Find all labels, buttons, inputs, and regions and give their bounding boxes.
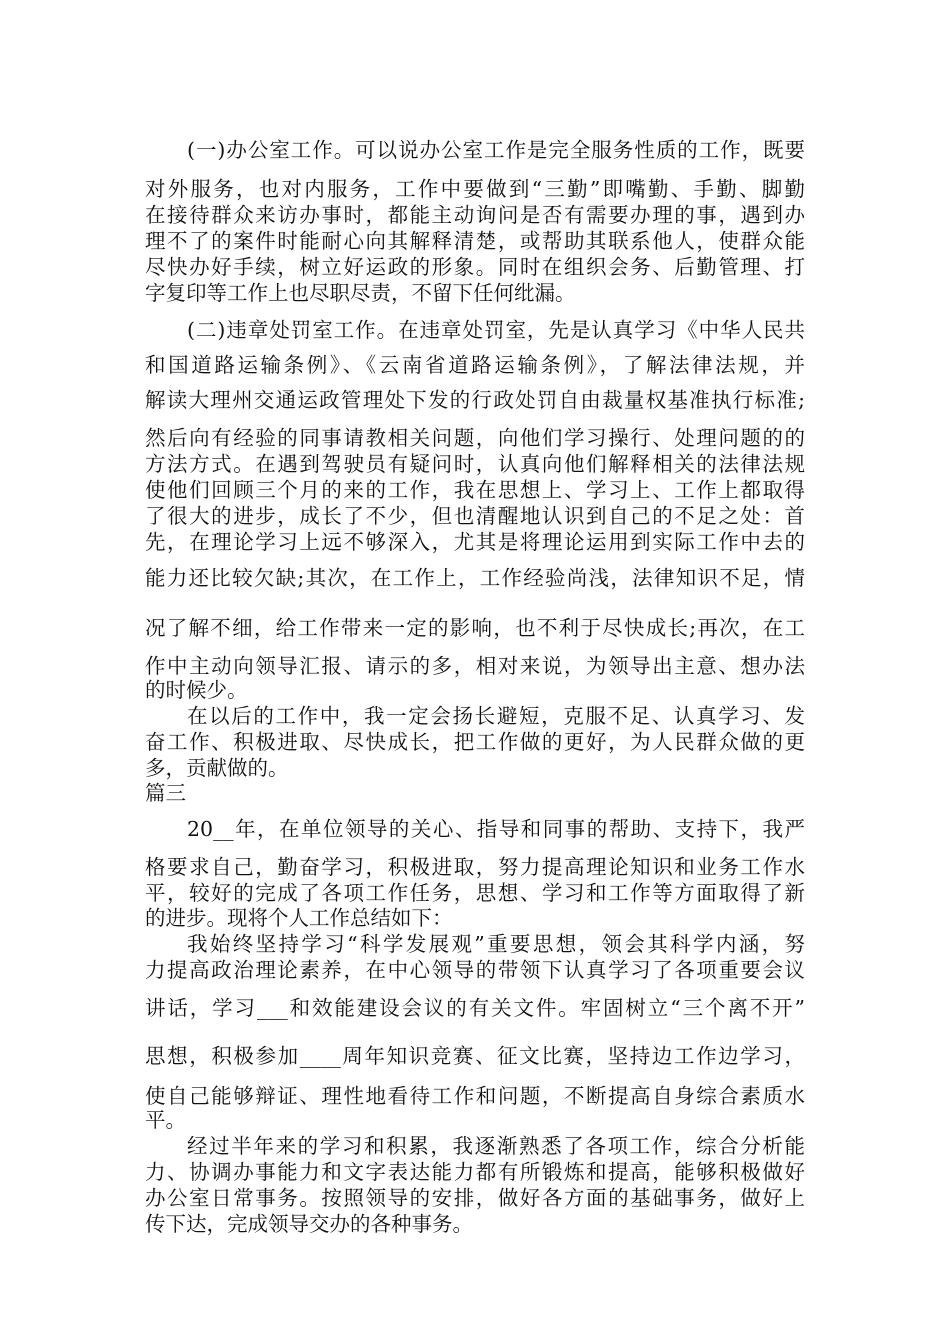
text-line: 格要求自己，勤奋学习，积极进取，努力提高理论知识和业务工作水 bbox=[145, 855, 805, 879]
text-line: (二)违章处罚室工作。在违章处罚室，先是认真学习《中华人民共 bbox=[187, 318, 805, 342]
text-line: 况了解不细，给工作带来一定的影响，也不利于尽快成长;再次，在工 bbox=[145, 616, 805, 640]
text-line: 方法方式。在遇到驾驶员有疑问时，认真向他们解释相关的法律法规 bbox=[145, 452, 805, 476]
text-line: 解读大理州交通运政管理处下发的行政处罚自由裁量权基准执行标准; bbox=[145, 388, 805, 412]
text-line: 思想，积极参加____周年知识竞赛、征文比赛，坚持边工作边学习， bbox=[145, 1044, 805, 1068]
text-line: 办公室日常事务。按照领导的安排，做好各方面的基础事务，做好上 bbox=[145, 1186, 805, 1210]
text-line: 力提高政治理论素养，在中心领导的带领下认真学习了各项重要会议 bbox=[145, 958, 805, 982]
text-line: 传下达，完成领导交办的各种事务。 bbox=[145, 1212, 473, 1236]
text-line: 20__年，在单位领导的关心、指导和同事的帮助、支持下，我严 bbox=[187, 817, 805, 841]
text-line: 尽快办好手续，树立好运政的形象。同时在组织会务、后勤管理、打 bbox=[145, 255, 805, 279]
text-line: 在以后的工作中，我一定会扬长避短，克服不足、认真学习、发 bbox=[187, 704, 805, 728]
text-line: 使自己能够辩证、理性地看待工作和问题，不断提高自身综合素质水 bbox=[145, 1084, 805, 1108]
text-line: 字复印等工作上也尽职尽责，不留下任何纰漏。 bbox=[145, 281, 576, 305]
text-line: 然后向有经验的同事请教相关问题，向他们学习操行、处理问题的的 bbox=[145, 426, 805, 450]
text-line: 多，贡献做的。 bbox=[145, 756, 289, 780]
text-line: 了很大的进步，成长了不少，但也清醒地认识到自己的不足之处：首 bbox=[145, 504, 805, 528]
text-line: 平，较好的完成了各项工作任务，思想、学习和工作等方面取得了新 bbox=[145, 881, 805, 905]
section-heading: 篇三 bbox=[145, 781, 186, 805]
text-line: 先，在理论学习上远不够深入，尤其是将理论运用到实际工作中去的 bbox=[145, 530, 805, 554]
text-line: 作中主动向领导汇报、请示的多，相对来说，为领导出主意、想办法 bbox=[145, 654, 805, 678]
text-line: 能力还比较欠缺;其次，在工作上，工作经验尚浅，法律知识不足，情 bbox=[145, 566, 805, 590]
text-line: 对外服务，也对内服务，工作中要做到“三勤”即嘴勤、手勤、脚勤 bbox=[145, 177, 805, 201]
text-line: 我始终坚持学习“科学发展观”重要思想，领会其科学内涵，努 bbox=[187, 932, 805, 956]
text-line: 的时候少。 bbox=[145, 678, 248, 702]
text-line: 讲话，学习___和效能建设会议的有关文件。牢固树立“三个离不开” bbox=[145, 996, 805, 1020]
text-line: 理不了的案件时能耐心向其解释清楚，或帮助其联系他人，使群众能 bbox=[145, 229, 805, 253]
text-line: 的进步。现将个人工作总结如下： bbox=[145, 906, 453, 930]
text-line: 在接待群众来访办事时，都能主动询问是否有需要办理的事，遇到办 bbox=[145, 203, 805, 227]
text-line: 奋工作、积极进取、尽快成长，把工作做的更好，为人民群众做的更 bbox=[145, 730, 805, 754]
text-line: 平。 bbox=[145, 1108, 186, 1132]
text-line: 经过半年来的学习和积累，我逐渐熟悉了各项工作，综合分析能 bbox=[187, 1134, 805, 1158]
text-line: 和国道路运输条例》、《云南省道路运输条例》，了解法律法规，并 bbox=[145, 353, 805, 377]
text-line: (一)办公室工作。可以说办公室工作是完全服务性质的工作，既要 bbox=[187, 138, 805, 162]
text-line: 力、协调办事能力和文字表达能力都有所锻炼和提高，能够积极做好 bbox=[145, 1160, 805, 1184]
text-line: 使他们回顾三个月的来的工作，我在思想上、学习上、工作上都取得 bbox=[145, 478, 805, 502]
